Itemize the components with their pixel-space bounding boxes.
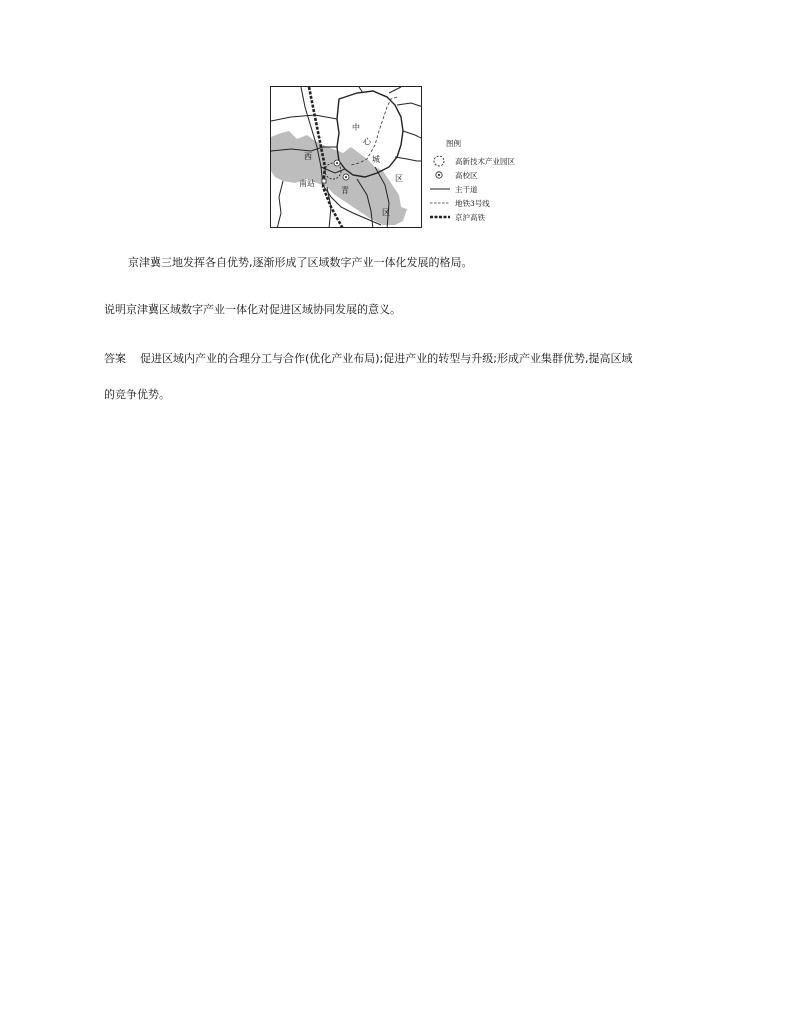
- map-label-xi: 西: [304, 152, 312, 161]
- map-label-cheng: 城: [372, 155, 380, 164]
- answer-line-1: [104, 352, 633, 366]
- map-label-qing: 青: [341, 186, 349, 195]
- map-drawing: [271, 87, 422, 228]
- legend-label: 地铁3号线: [455, 199, 490, 208]
- answer-line-2: 的竞争优势。: [104, 388, 170, 401]
- legend-label: 京沪高铁: [455, 213, 485, 222]
- legend-label: 高新技术产业园区: [455, 157, 515, 166]
- question-text: 说明京津冀区域数字产业一体化对促进区域协同发展的意义。: [104, 303, 401, 316]
- campus-symbol-icon: [430, 169, 452, 181]
- dashed-circle-icon: [430, 155, 452, 167]
- solid-line-icon: [430, 183, 452, 195]
- railway-line-icon: [430, 211, 452, 223]
- legend-item-campus: [430, 169, 530, 181]
- legend-item-metro: [430, 197, 530, 209]
- main-road-6: [395, 157, 422, 161]
- legend-item-main-road: [430, 183, 530, 195]
- main-road-7: [389, 87, 401, 93]
- main-road-10: [403, 131, 422, 139]
- intro-paragraph: 京津冀三地发挥各自优势,逐渐形成了区域数字产业一体化发展的格局。: [128, 256, 473, 269]
- main-road-8: [397, 103, 422, 107]
- dashed-line-icon: [430, 197, 452, 209]
- main-road-1: [271, 115, 337, 121]
- south-station-mark: [322, 179, 326, 183]
- legend-label: 主干道: [455, 185, 478, 194]
- map-label-xin: 心: [363, 137, 371, 146]
- map-label-zhong: 中: [352, 123, 360, 132]
- map-figure: [270, 86, 530, 230]
- campus-symbol-1-dot: [336, 162, 338, 164]
- main-road-12: [277, 181, 283, 228]
- legend-item-high-tech-park: [430, 155, 530, 167]
- legend-item-railway: [430, 211, 530, 223]
- campus-symbol-2-dot: [345, 176, 347, 178]
- legend-label: 高校区: [455, 171, 478, 180]
- map-label-qu-south: 区: [382, 208, 390, 217]
- legend-title: 图例: [446, 139, 461, 148]
- map-label-nanzhan: 南站: [299, 179, 315, 188]
- answer-text: 促进区域内产业的合理分工与合作(优化产业布局);促进产业的转型与升级;形成产业集群优势,提高区域: [140, 352, 633, 365]
- map-label-qu-east: 区: [395, 174, 403, 183]
- answer-label: 答案: [104, 352, 126, 365]
- map-frame: [270, 86, 422, 228]
